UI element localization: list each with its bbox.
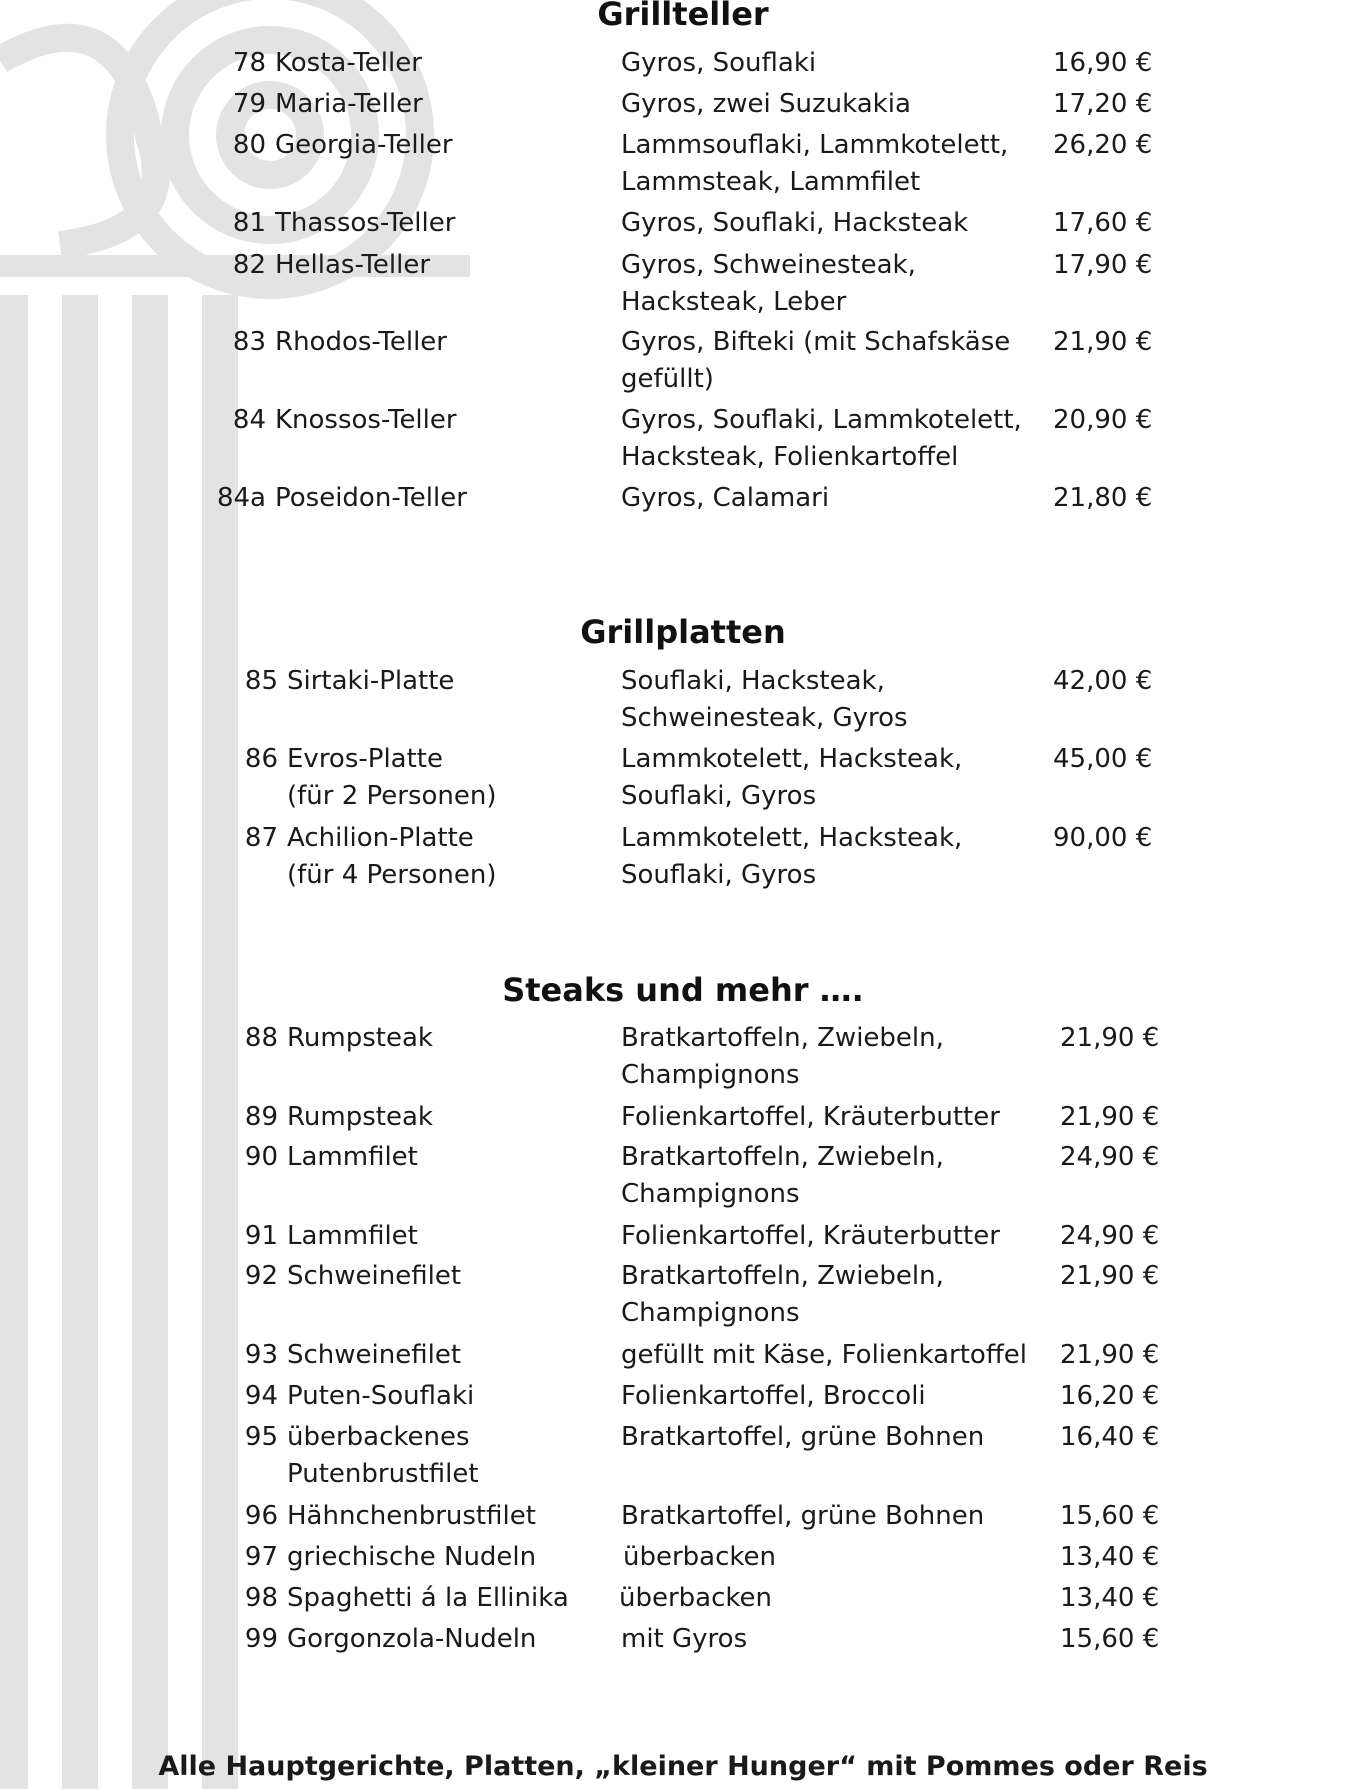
item-price: 13,40 €: [1060, 1542, 1160, 1572]
item-description: überbacken: [623, 1542, 777, 1572]
item-name: Thassos-Teller: [275, 208, 456, 238]
item-name: Schweinefilet: [287, 1261, 462, 1291]
item-price: 26,20 €: [1053, 130, 1153, 160]
item-name: Georgia-Teller: [275, 130, 453, 160]
item-number: 98: [244, 1583, 278, 1613]
item-number: 83: [232, 327, 266, 357]
item-name: Lammfilet: [287, 1221, 418, 1251]
item-name: Hähnchenbrustfilet: [287, 1501, 536, 1531]
item-name: überbackenes Putenbrustfilet: [287, 1422, 479, 1489]
item-number: 90: [244, 1142, 278, 1172]
item-description: Bratkartoffel, grüne Bohnen: [621, 1501, 985, 1531]
item-number: 82: [232, 250, 266, 280]
item-price: 16,40 €: [1060, 1422, 1160, 1452]
item-number: 99: [244, 1624, 278, 1654]
item-description: Gyros, Schweinesteak, Hacksteak, Leber: [621, 250, 916, 317]
item-number: 86: [244, 744, 278, 774]
item-price: 13,40 €: [1060, 1583, 1160, 1613]
item-name: Kosta-Teller: [275, 48, 422, 78]
item-description: Gyros, Souflaki, Hacksteak: [621, 208, 969, 238]
item-name: Knossos-Teller: [275, 405, 457, 435]
item-number: 89: [244, 1102, 278, 1132]
item-price: 21,90 €: [1060, 1102, 1160, 1132]
item-number: 88: [244, 1023, 278, 1053]
item-description: gefüllt mit Käse, Folienkartoffel: [621, 1340, 1027, 1370]
item-name: Achilion-Platte (für 4 Personen): [287, 823, 497, 890]
item-name: Poseidon-Teller: [275, 483, 467, 513]
item-name: Puten-Souflaki: [287, 1381, 475, 1411]
item-name: Evros-Platte (für 2 Personen): [287, 744, 497, 811]
section-title: Steaks und mehr ….: [502, 971, 864, 1009]
item-description: Bratkartoffeln, Zwiebeln, Champignons: [621, 1261, 944, 1328]
item-number: 81: [232, 208, 266, 238]
item-name: Maria-Teller: [275, 89, 423, 119]
item-number: 95: [244, 1422, 278, 1452]
item-price: 42,00 €: [1053, 666, 1153, 696]
item-name: Sirtaki-Platte: [287, 666, 455, 696]
item-description: Bratkartoffeln, Zwiebeln, Champignons: [621, 1142, 944, 1209]
item-price: 21,90 €: [1060, 1261, 1160, 1291]
item-name: Rumpsteak: [287, 1102, 433, 1132]
item-price: 21,90 €: [1060, 1340, 1160, 1370]
section-title: Grillplatten: [580, 613, 786, 651]
item-number: 91: [244, 1221, 278, 1251]
item-price: 21,90 €: [1053, 327, 1153, 357]
item-description: Gyros, Souflaki, Lammkotelett, Hacksteak, Folienkartoffel: [621, 405, 1022, 472]
item-name: Hellas-Teller: [275, 250, 431, 280]
item-description: Souflaki, Hacksteak, Schweinesteak, Gyros: [621, 666, 908, 733]
item-description: Lammkotelett, Hacksteak, Souflaki, Gyros: [621, 744, 963, 811]
item-number: 80: [232, 130, 266, 160]
item-number: 79: [232, 89, 266, 119]
item-price: 21,90 €: [1060, 1023, 1160, 1053]
item-name: Rumpsteak: [287, 1023, 433, 1053]
item-number: 93: [244, 1340, 278, 1370]
item-number: 87: [244, 823, 278, 853]
item-price: 16,20 €: [1060, 1381, 1160, 1411]
item-number: 85: [244, 666, 278, 696]
item-description: Gyros, Bifteki (mit Schafskäse gefüllt): [621, 327, 1011, 394]
item-price: 17,60 €: [1053, 208, 1153, 238]
item-number: 78: [232, 48, 266, 78]
item-description: Gyros, Calamari: [621, 483, 830, 513]
item-description: Folienkartoffel, Kräuterbutter: [621, 1102, 1000, 1132]
item-name: Lammfilet: [287, 1142, 418, 1172]
item-description: überbacken: [619, 1583, 773, 1613]
item-price: 15,60 €: [1060, 1624, 1160, 1654]
item-number: 84: [232, 405, 266, 435]
item-name: Spaghetti á la Ellinika: [287, 1583, 569, 1613]
item-price: 20,90 €: [1053, 405, 1153, 435]
item-description: Lammsouflaki, Lammkotelett, Lammsteak, Lammfilet: [621, 130, 1009, 197]
footer-note: Alle Hauptgerichte, Platten, „kleiner Hunger“ mit Pommes oder Reis: [158, 1751, 1208, 1782]
item-name: Schweinefilet: [287, 1340, 462, 1370]
section-title: Grillteller: [597, 0, 769, 33]
item-description: Bratkartoffeln, Zwiebeln, Champignons: [621, 1023, 944, 1090]
item-price: 16,90 €: [1053, 48, 1153, 78]
item-number: 84a: [216, 483, 266, 513]
item-price: 17,20 €: [1053, 89, 1153, 119]
item-price: 24,90 €: [1060, 1142, 1160, 1172]
item-description: mit Gyros: [621, 1624, 748, 1654]
item-description: Gyros, zwei Suzukakia: [621, 89, 911, 119]
item-price: 90,00 €: [1053, 823, 1153, 853]
item-price: 24,90 €: [1060, 1221, 1160, 1251]
item-number: 96: [244, 1501, 278, 1531]
item-price: 45,00 €: [1053, 744, 1153, 774]
item-description: Folienkartoffel, Kräuterbutter: [621, 1221, 1000, 1251]
item-number: 94: [244, 1381, 278, 1411]
item-number: 97: [244, 1542, 278, 1572]
item-price: 17,90 €: [1053, 250, 1153, 280]
item-description: Bratkartoffel, grüne Bohnen: [621, 1422, 985, 1452]
item-name: griechische Nudeln: [287, 1542, 537, 1572]
item-price: 21,80 €: [1053, 483, 1153, 513]
item-description: Gyros, Souflaki: [621, 48, 817, 78]
item-price: 15,60 €: [1060, 1501, 1160, 1531]
item-description: Lammkotelett, Hacksteak, Souflaki, Gyros: [621, 823, 963, 890]
item-number: 92: [244, 1261, 278, 1291]
item-description: Folienkartoffel, Broccoli: [621, 1381, 926, 1411]
item-name: Rhodos-Teller: [275, 327, 447, 357]
item-name: Gorgonzola-Nudeln: [287, 1624, 537, 1654]
